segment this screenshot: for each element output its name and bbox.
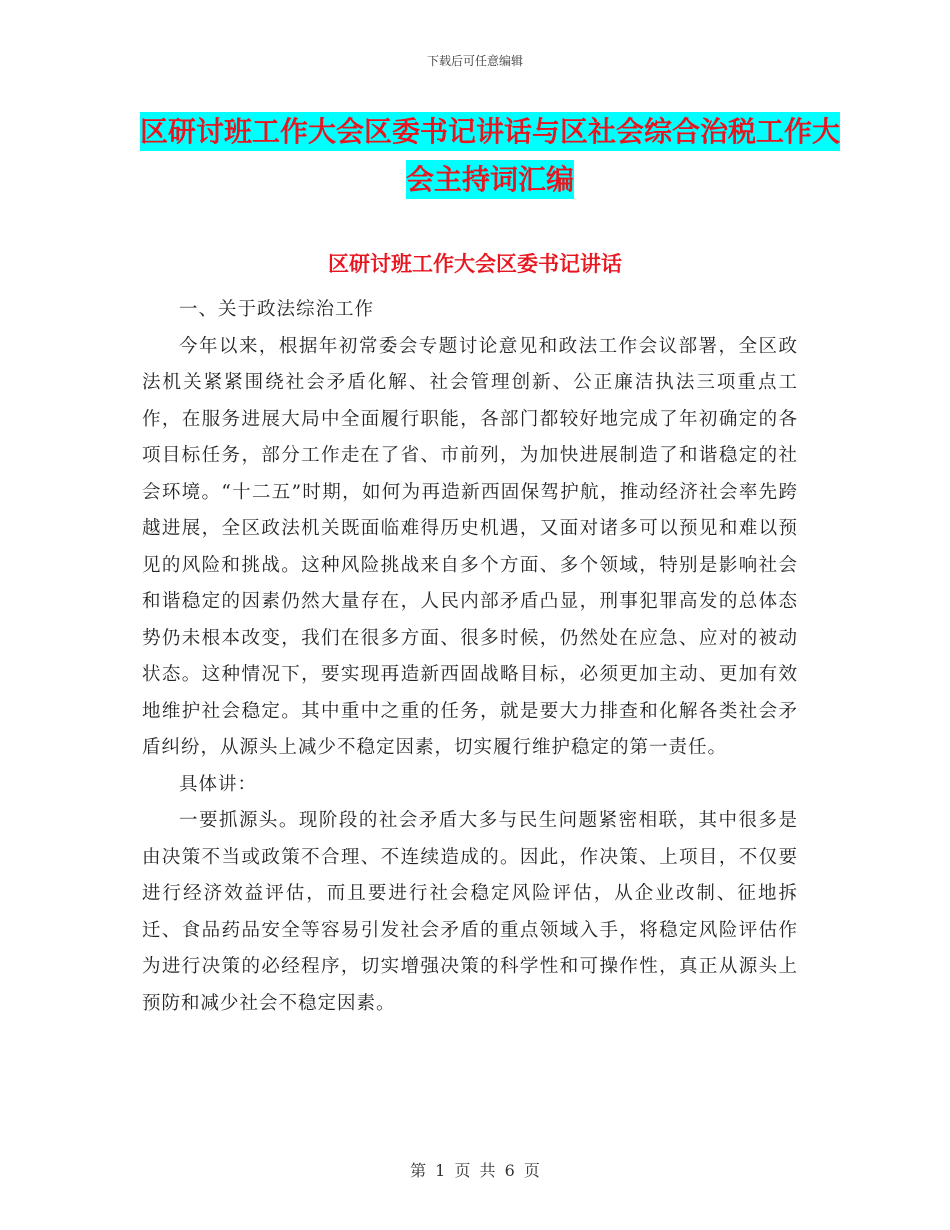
page-footer: 第 1 页 共 6 页 bbox=[410, 1161, 540, 1180]
header-note: 下载后可任意编辑 bbox=[426, 54, 523, 68]
paragraph-heading: 一、关于政法综治工作 bbox=[179, 299, 375, 320]
section-title: 区研讨班工作大会区委书记讲话 bbox=[328, 252, 622, 276]
paragraph: 一要抓源头。现阶段的社会矛盾大多与民生问题紧密相联，其中很多是由决策不当或政策不合理、不连续造成的。因此，作决策、上项目，不仅要进行经济效益评估，而且要进行社会稳定风险评估，从企业改制、征地拆迁、食品药品安全等容易引发社会矛盾的重点领域入手，将稳定风险评估作为进行决策的必经程序，切实增强决策的科学性和可操作性，真正从源头上预防和减少社会不稳定因素。 bbox=[142, 810, 798, 1014]
document-title-highlight: 区研讨班工作大会区委书记讲话与区社会综合治税工作大会主持词汇编 bbox=[140, 112, 840, 199]
paragraph: 今年以来，根据年初常委会专题讨论意见和政法工作会议部署，全区政法机关紧紧围绕社会矛盾化解、社会管理创新、公正廉洁执法三项重点工作，在服务进展大局中全面履行职能，各部门都较好地完成了年初确定的各项目标任务，部分工作走在了省、市前列，为加快进展制造了和谐稳定的社会环境。“十二五”时期，如何为再造新西固保驾护航，推动经济社会率先跨越进展，全区政法机关既面临难得历史机遇，又面对诸多可以预见和难以预见的风险和挑战。这种风险挑战来自多个方面、多个领域，特别是影响社会和谐稳定的因素仍然大量存在，人民内部矛盾凸显，刑事犯罪高发的总体态势仍未根本改变，我们在很多方面、很多时候，仍然处在应急、应对的被动状态。这种情况下，要实现再造新西固战略目标，必须更加主动、更加有效地维护社会稳定。其中重中之重的任务，就是要大力排查和化解各类社会矛盾纠纷，从源头上减少不稳定因素，切实履行维护稳定的第一责任。 bbox=[142, 335, 798, 758]
document-body bbox=[142, 292, 798, 1022]
paragraph: 具体讲： bbox=[179, 773, 258, 795]
document-title bbox=[140, 108, 840, 204]
